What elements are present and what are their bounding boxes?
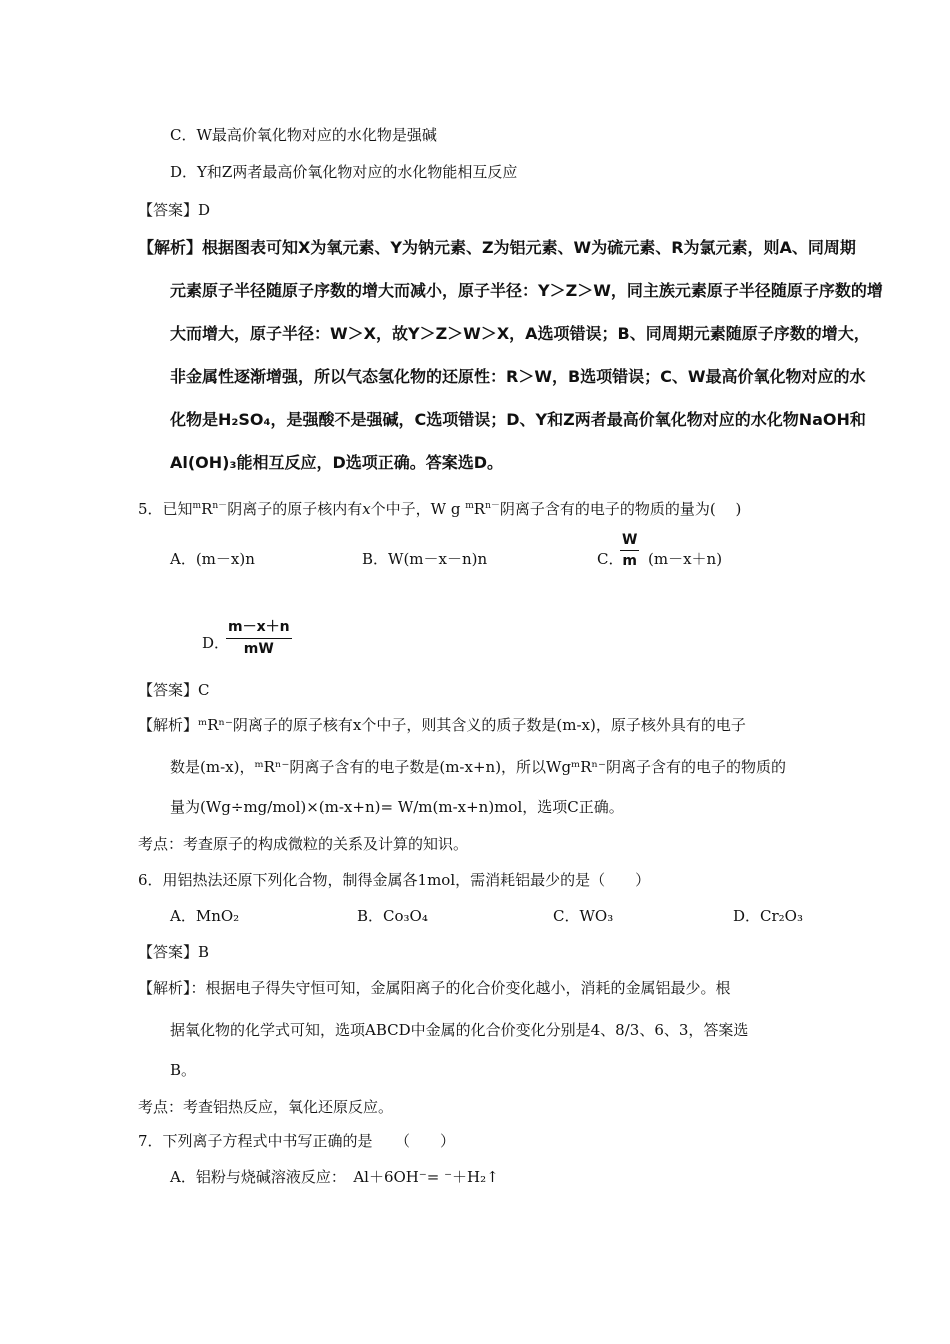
answer-value: D [198, 201, 211, 219]
fraction-numerator: m－x＋n [228, 619, 290, 635]
charge: n－ [485, 501, 500, 511]
q4-answer [138, 203, 210, 218]
q4-analysis-line-5: 化物是H₂SO₄，是强酸不是强碱，C选项错误；D、Y和Z两者最高价氧化物对应的水化物NaOH和 [170, 410, 866, 429]
q4-analysis-line-3: 大而增大，原子半径：W＞X，故Y＞Z＞W＞X，A选项错误；B、同周期元素随原子序数的增大， [170, 324, 870, 343]
q4-analysis-line-6: Al(OH)₃能相互反应，D选项正确。答案选D。 [170, 453, 504, 472]
charge: n－ [212, 501, 228, 511]
q5-option-a: A．(m－x)n [170, 550, 255, 568]
stem-text: 阴离子的原子核内有 [227, 500, 363, 518]
q5-option-c-label: C． [597, 550, 624, 568]
answer-label: 【答案】 [138, 201, 199, 219]
analysis-text: ᵐRⁿ⁻阴离子的原子核有x个中子，则其含义的质子数是(m-x)，原子核外具有的电子 [198, 716, 746, 734]
fraction-denominator: mW [243, 641, 274, 657]
variable-x: x [362, 500, 371, 518]
analysis-text: 根据图表可知X为氧元素、Y为钠元素、Z为铝元素、W为硫元素、R为氯元素，则A、同周期 [202, 238, 856, 257]
q5-option-b: B．W(m－x－n)n [362, 550, 488, 568]
q5-kaodian: 考点：考查原子的构成微粒的关系及计算的知识。 [138, 835, 469, 853]
fraction-numerator: W [622, 532, 638, 548]
q5-analysis-line-2: 数是(m-x)，ᵐRⁿ⁻阴离子含有的电子数是(m-x+n)，所以WgᵐRⁿ⁻阴离子含有的电子的物质的 [170, 758, 786, 776]
q5-option-d-label: D． [202, 634, 230, 652]
q5-analysis-line-1 [138, 718, 746, 733]
q6-analysis-line-3: B。 [170, 1061, 197, 1079]
q6-kaodian: 考点：考查铝热反应，氧化还原反应。 [138, 1098, 394, 1116]
mass-number: m [192, 501, 202, 511]
q4-analysis-line-4: 非金属性逐渐增强，所以气态氢化物的还原性：R＞W，B选项错误；C、W最高价氧化物对应的水 [170, 367, 866, 386]
q7-stem: 7．下列离子方程式中书写正确的是 （ ） [138, 1132, 456, 1150]
q4-analysis-line-1 [138, 240, 856, 256]
q4-option-c: C．W最高价氧化物对应的水化物是强碱 [170, 126, 437, 144]
q6-stem: 6．用铝热法还原下列化合物，制得金属各1mol，需消耗铝最少的是（ ） [138, 871, 651, 889]
analysis-label: 【解析】 [138, 716, 199, 734]
q6-option-a: A．MnO₂ [170, 907, 240, 925]
analysis-text: ：根据电子得失守恒可知，金属阳离子的化合价变化越小，消耗的金属铝最少。根 [190, 979, 731, 997]
q5-answer [138, 683, 210, 698]
q6-analysis-line-2: 据氧化物的化学式可知，选项ABCD中金属的化合价变化分别是4、8/3、6、3，答案选 [170, 1021, 749, 1039]
answer-label: 【答案】 [138, 943, 199, 961]
element-symbol: R [473, 500, 486, 518]
element-symbol: R [201, 500, 213, 518]
q5-option-c-rest: (m－x＋n) [648, 550, 723, 568]
q5-stem [138, 502, 741, 517]
stem-text: 阴离子含有的电子的物质的量为( ) [499, 500, 742, 518]
q4-analysis-line-2: 元素原子半径随原子序数的增大而减小，原子半径：Y＞Z＞W，同主族元素原子半径随原子序数的增 [170, 281, 883, 300]
q6-option-d: D．Cr₂O₃ [733, 907, 803, 925]
q5-analysis-line-3: 量为(Wg÷mg/mol)×(m-x+n)= W/m(m-x+n)mol，选项C正确。 [170, 798, 624, 816]
answer-label: 【答案】 [138, 681, 199, 699]
analysis-label: 【解析】 [138, 238, 203, 257]
fraction-denominator: m [622, 553, 638, 569]
answer-value: C [198, 681, 210, 699]
mass-number: m [465, 501, 474, 511]
q6-option-b: B．Co₃O₄ [357, 907, 428, 925]
analysis-label: 【解析】 [138, 979, 191, 997]
answer-value: B [198, 943, 210, 961]
fraction-bar [620, 550, 639, 551]
q5-option-c-fraction [620, 532, 639, 569]
q5-option-d-fraction [226, 616, 292, 657]
stem-text: 个中子，W g [370, 500, 466, 518]
q6-answer [138, 945, 209, 960]
fraction-bar [226, 638, 292, 639]
q7-option-a: A．铝粉与烧碱溶液反应： Al＋6OH⁻= ⁻＋H₂↑ [170, 1168, 499, 1186]
q6-option-c: C．WO₃ [553, 907, 614, 925]
stem-text: 5．已知 [138, 500, 193, 518]
q4-option-d: D．Y和Z两者最高价氧化物对应的水化物能相互反应 [170, 163, 518, 181]
q6-analysis-line-1 [138, 981, 731, 996]
